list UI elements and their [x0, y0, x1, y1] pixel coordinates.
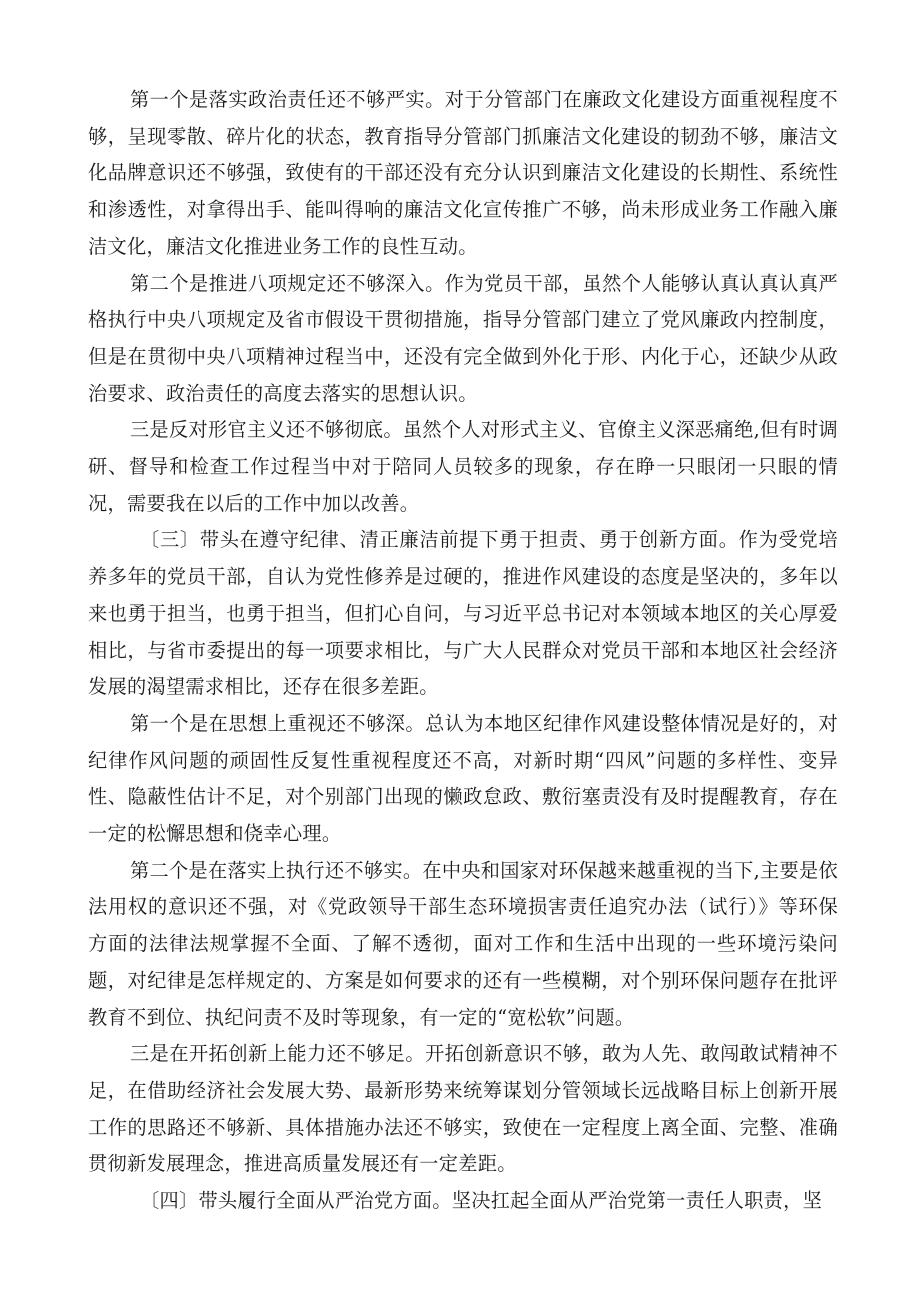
paragraph-eight-regulations: 第二个是推进八项规定还不够深入。作为党员干部，虽然个人能够认真认真认真严格执行中央八项规定及省市假设干贯彻措施，指导分管部门建立了党风廉政内控制度，但是在贯彻中央八项精神过程当中，还没有完全做到外化于形、内化于心，还缺少从政治要求、政治责任的高度去落实的思想认识。: [88, 271, 838, 405]
section-heading-four: 〔四〕带头履行全面从严治党方面。坚决扛起全面从严治党第一责任人职责，坚: [140, 1189, 823, 1213]
paragraph-formalism: 三是反对形官主义还不够彻底。虽然个人对形式主义、官僚主义深恶痛绝,但有时调研、督导和检查工作过程当中对于陪同人员较多的现象，存在睁一只眼闭一只眼的情况，需要我在以后的工作中加以改善。: [88, 418, 838, 515]
section-heading-three: 〔三〕带头在遵守纪律、清正廉洁前提下勇于担责、勇于创新方面。作为受党培养多年的党员干部，自认为党性修养是过硬的，推进作风建设的态度是坚决的，多年以来也勇于担当，也勇于担当，但扪心自问，与习近平总书记对本领域本地区的关心厚爱相比，与省市委提出的每一项要求相比，与广大人民群众对党员干部和本地区社会经济发展的渴望需求相比，还存在很多差距。: [88, 528, 838, 699]
paragraph-implementation: 第二个是在落实上执行还不够实。在中央和国家对环保越来越重视的当下,主要是依法用权的意识还不强，对《党政领导干部生态环境损害责任追究办法（试行）》等环保方面的法律法规掌握不全面、了解不透彻，面对工作和生活中出现的一些环境污染问题，对纪律是怎样规定的、方案是如何要求的还有一些模糊，对个别环保问题存在批评教育不到位、执纪问责不及时等现象，有一定的“宽松软”问题。: [88, 858, 838, 1029]
paragraph-ideological-attention: 第一个是在思想上重视还不够深。总认为本地区纪律作风建设整体情况是好的，对纪律作风问题的顽固性反复性重视程度还不高，对新时期“四风”问题的多样性、变异性、隐蔽性估计不足，对个别部门出现的懒政怠政、敷衍塞责没有及时提醒教育，存在一定的松懈思想和侥幸心理。: [88, 711, 838, 846]
paragraph-political-responsibility: 第一个是落实政治责任还不够严实。对于分管部门在廉政文化建设方面重视程度不够，呈现零散、碎片化的状态，教育指导分管部门抓廉洁文化建设的韧劲不够，廉洁文化品牌意识还不够强，致使有的干部还没有充分认识到廉洁文化建设的长期性、系统性和渗透性，对拿得出手、能叫得响的廉洁文化宣传推广不够，尚未形成业务工作融入廉洁文化，廉洁文化推进业务工作的良性互动。: [88, 88, 838, 258]
document-page: [88, 82, 838, 1220]
paragraph-innovation: 三是在开拓创新上能力还不够足。开拓创新意识不够，敢为人先、敢闯敢试精神不足，在借助经济社会发展大势、最新形势来统筹谋划分管领域长远战略目标上创新开展工作的思路还不够新、具体措施办法还不够实，致使在一定程度上离全面、完整、准确贯彻新发展理念，推进高质量发展还有一定差距。: [88, 1042, 838, 1176]
